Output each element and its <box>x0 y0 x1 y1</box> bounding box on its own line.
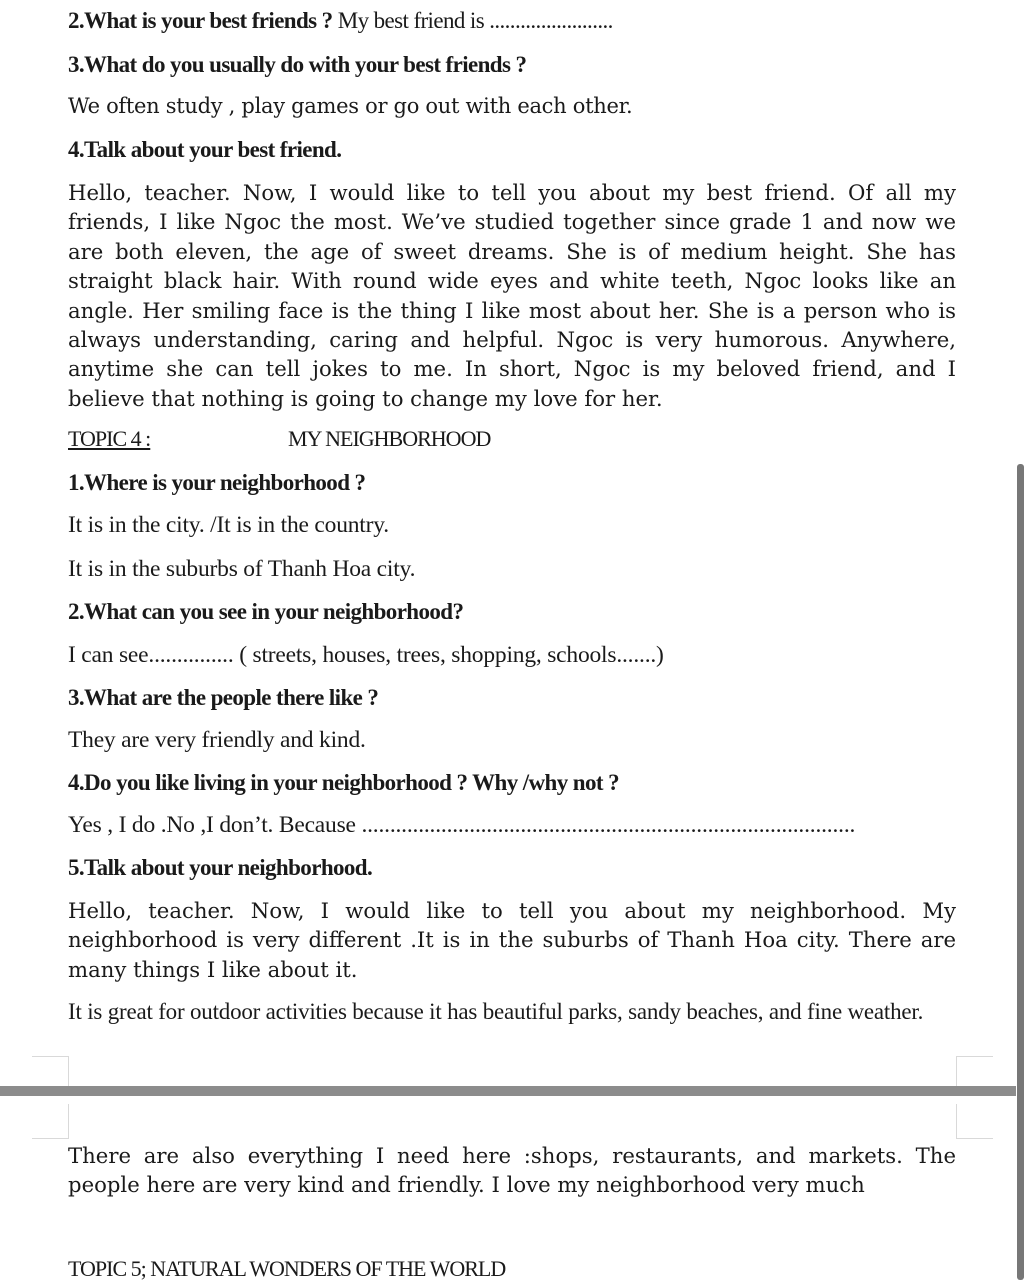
vertical-scrollbar[interactable] <box>1017 464 1024 1280</box>
topic-4-title: MY NEIGHBORHOOD <box>288 426 491 451</box>
topic-4-heading <box>68 426 491 452</box>
question-what-see: 2.What can you see in your neighborhood? <box>68 599 464 624</box>
page-separator <box>0 1086 1016 1096</box>
answer-what-see: I can see............... ( streets, houses, trees, shopping, schools.......) <box>68 642 664 668</box>
neighborhood-paragraph-1: Hello, teacher. Now, I would like to tell you about my neighborhood. My neighborhood is very different .It is in the suburbs of Thanh Hoa city. There are many things I like about it. <box>68 898 956 982</box>
neighborhood-paragraph-2: It is great for outdoor activities because it has beautiful parks, sandy beaches, and fine weather. <box>68 999 924 1024</box>
question-people-like: 3.What are the people there like ? <box>68 685 379 710</box>
topic-5-heading: TOPIC 5; NATURAL WONDERS OF THE WORLD <box>68 1256 506 1281</box>
question-best-friend-name: 2.What is your best friends ? My best friend is ........................ <box>68 8 613 33</box>
answer-like-living: Yes , I do .No ,I don’t. Because ....................................................................................... <box>68 812 856 838</box>
answer-activities: We often study , play games or go out with each other. <box>68 94 633 118</box>
question-talk-best-friend: 4.Talk about your best friend. <box>68 137 342 162</box>
question-where-neighborhood: 1.Where is your neighborhood ? <box>68 470 366 495</box>
question-activities: 3.What do you usually do with your best friends ? <box>68 52 527 77</box>
best-friend-paragraph: Hello, teacher. Now, I would like to tell you about my best friend. Of all my friends, I like Ngoc the most. We’ve studied together since grade 1 and now we are both eleven, the age of sweet dreams. She is of medium height. She has straight black hair. With round wide eyes and white teeth, Ngoc looks like an angle. Her smiling face is the thing I like most about her. She is a person who is always understanding, caring and helpful. Ngoc is very humorous. Anywhere, anytime she can tell jokes to me. In short, Ngoc is my beloved friend, and I believe that nothing is going to change my love for her. <box>68 180 956 411</box>
document-page-2 <box>0 1098 1016 1280</box>
page-corner-mark-top-right <box>956 1104 993 1139</box>
question-like-living: 4.Do you like living in your neighborhood ? Why /why not ? <box>68 770 619 795</box>
answer-suburbs: It is in the suburbs of Thanh Hoa city. <box>68 556 416 582</box>
topic-4-label: TOPIC 4 : <box>68 426 151 451</box>
page-corner-mark-top-left <box>32 1104 69 1139</box>
question-talk-neighborhood: 5.Talk about your neighborhood. <box>68 855 373 880</box>
answer-city-country: It is in the city. /It is in the country. <box>68 512 389 538</box>
neighborhood-paragraph-3: There are also everything I need here :shops, restaurants, and markets. The people here are very kind and friendly. I love my neighborhood very much <box>68 1143 956 1198</box>
answer-people-like: They are very friendly and kind. <box>68 727 366 753</box>
